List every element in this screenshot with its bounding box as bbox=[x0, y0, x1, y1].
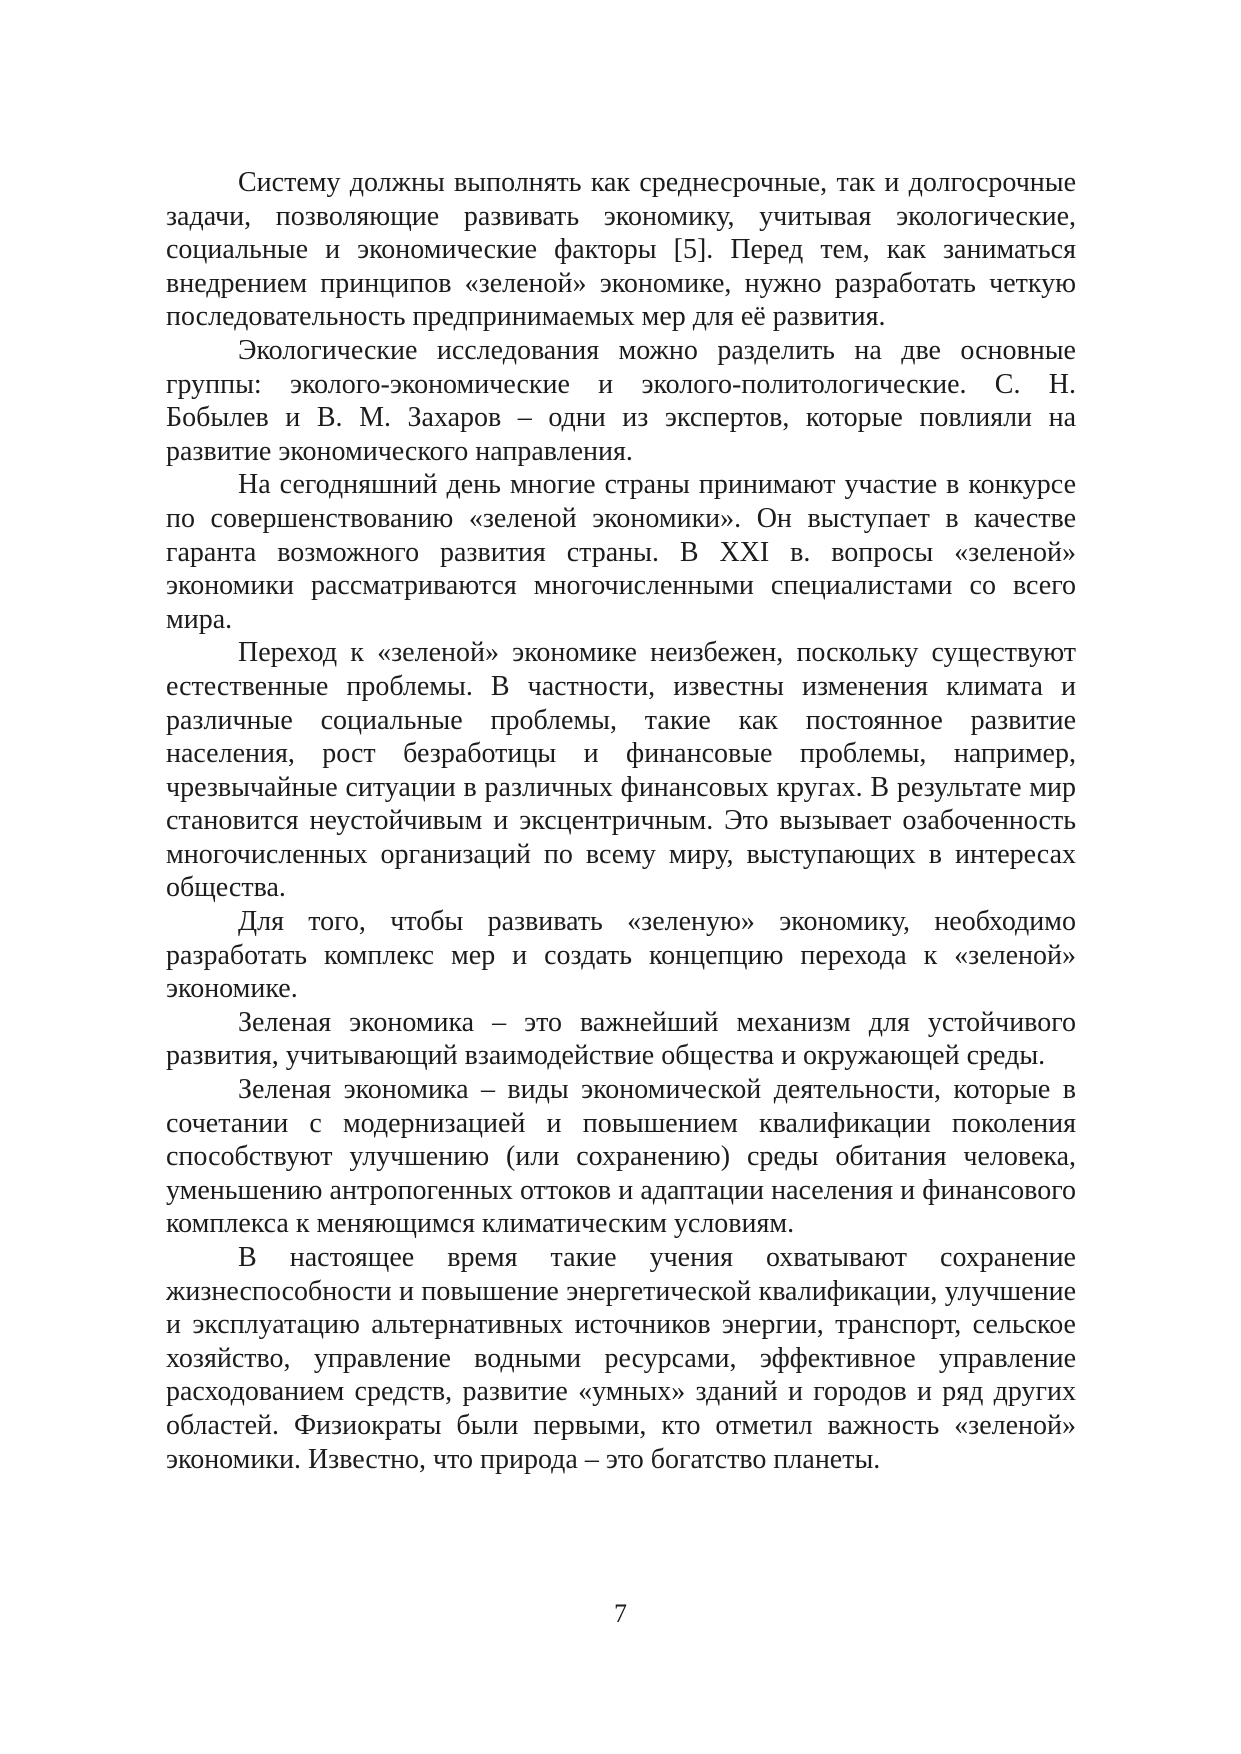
paragraph: Экологические исследования можно разделить на две основные группы: эколого-экономические и эколого-политологические. С. Н. Бобылев и В. М. Захаров – одни из экспертов, которые повлияли на развитие экономического направления. bbox=[166, 334, 1076, 467]
paragraph: Систему должны выполнять как среднесрочные, так и долгосрочные задачи, позволяющие развивать экономику, учитывая экологические, социальные и экономические факторы [5]. Перед тем, как заниматься внедрением принципов «зеленой» экономике, нужно разработать четкую последовательность предпринимаемых мер для её развития. bbox=[166, 167, 1076, 333]
paragraph: В настоящее время такие учения охватывают сохранение жизнеспособности и повышение энергетической квалификации, улучшение и эксплуатацию альтернативных источников энергии, транспорт, сельское хозяйство, управление водными ресурсами, эффективное управление расходованием средств, развитие «умных» зданий и городов и ряд других областей. Физиократы были первыми, кто отметил важность «зеленой» экономики. Известно, что природа – это богатство планеты. bbox=[166, 1242, 1076, 1475]
paragraph: Для того, чтобы развивать «зеленую» экономику, необходимо разработать комплекс мер и создать концепцию перехода к «зеленой» экономике. bbox=[166, 906, 1076, 1005]
paragraph: Зеленая экономика – виды экономической деятельности, которые в сочетании с модернизацией и повышением квалификации поколения способствуют улучшению (или сохранению) среды обитания человека, уменьшению антропогенных оттоков и адаптации населения и финансового комплекса к меняющимся климатическим условиям. bbox=[166, 1074, 1076, 1240]
body-text bbox=[166, 166, 1076, 1476]
paragraph: На сегодняшний день многие страны принимают участие в конкурсе по совершенствованию «зеленой экономики». Он выступает в качестве гаранта возможного развития страны. В XXI в. вопросы «зеленой» экономики рассматриваются многочисленными специалистами со всего мира. bbox=[166, 469, 1076, 635]
paragraph: Зеленая экономика – это важнейший механизм для устойчивого развития, учитывающий взаимодействие общества и окружающей среды. bbox=[166, 1006, 1076, 1072]
page-number: 7 bbox=[614, 1599, 627, 1628]
paragraph: Переход к «зеленой» экономике неизбежен, поскольку существуют естественные проблемы. В частности, известны изменения климата и различные социальные проблемы, такие как постоянное развитие населения, рост безработицы и финансовые проблемы, например, чрезвычайные ситуации в различных финансовых кругах. В результате мир становится неустойчивым и эксцентричным. Это вызывает озабоченность многочисленных организаций по всему миру, выступающих в интересах общества. bbox=[166, 637, 1076, 904]
